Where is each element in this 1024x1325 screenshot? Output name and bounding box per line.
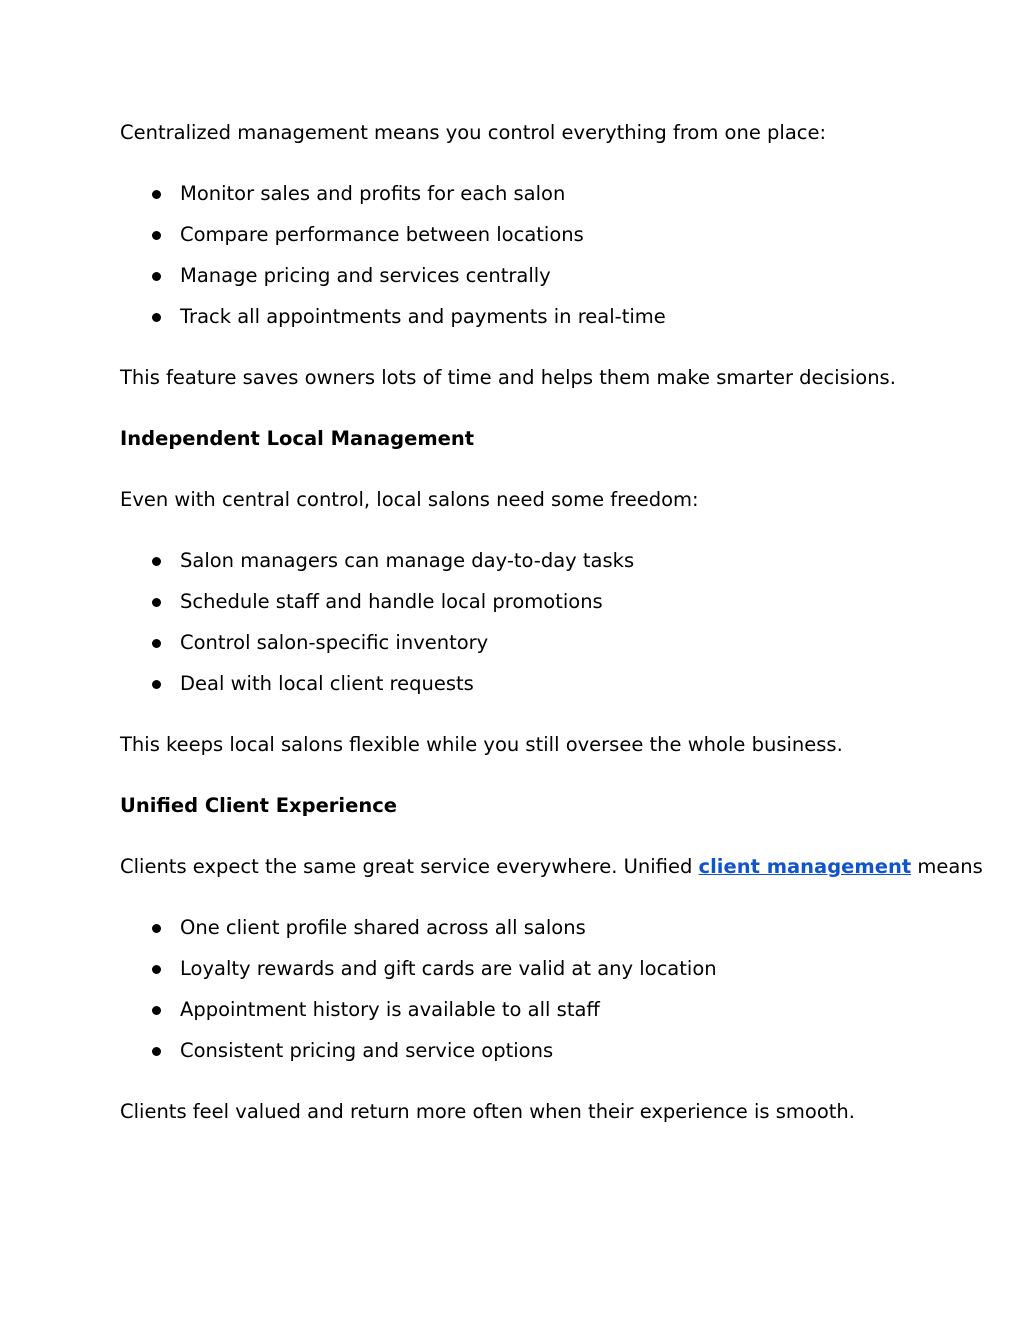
bullet-icon [152, 639, 161, 648]
unified-features-list [120, 913, 920, 1066]
central-features-list [120, 179, 920, 332]
bullet-icon [152, 190, 161, 199]
list-item: Manage pricing and services centrally [120, 261, 920, 291]
list-item: One client profile shared across all salons [120, 913, 920, 943]
local-features-list [120, 546, 920, 699]
local-paragraph: Even with central control, local salons need some freedom: [120, 488, 699, 511]
list-item: Compare performance between locations [120, 220, 920, 250]
local-closing: This keeps local salons flexible while you still oversee the whole business. [120, 733, 843, 756]
local-management-heading: Independent Local Management [120, 427, 475, 450]
list-item: Salon managers can manage day-to-day tasks [120, 546, 920, 576]
list-item: Loyalty rewards and gift cards are valid at any location [120, 954, 920, 984]
unified-closing: Clients feel valued and return more often when their experience is smooth. [120, 1100, 855, 1123]
bullet-icon [152, 557, 161, 566]
list-item: Consistent pricing and service options [120, 1036, 920, 1066]
client-management-link[interactable]: client management [698, 855, 912, 878]
bullet-icon [152, 1047, 161, 1056]
bullet-icon [152, 1006, 161, 1015]
bullet-icon [152, 965, 161, 974]
bullet-icon [152, 231, 161, 240]
list-item: Control salon-specific inventory [120, 628, 920, 658]
bullet-icon [152, 313, 161, 322]
list-item: Monitor sales and profits for each salon [120, 179, 920, 209]
unified-experience-heading: Unified Client Experience [120, 794, 397, 817]
document-content [120, 118, 983, 1158]
intro-closing: This feature saves owners lots of time and helps them make smarter decisions. [120, 366, 896, 389]
list-item: Appointment history is available to all staff [120, 995, 920, 1025]
list-item: Schedule staff and handle local promotions [120, 587, 920, 617]
bullet-icon [152, 680, 161, 689]
unified-paragraph: Clients expect the same great service everywhere. Unified client management means [120, 855, 983, 878]
bullet-icon [152, 598, 161, 607]
list-item: Deal with local client requests [120, 669, 920, 699]
bullet-icon [152, 272, 161, 281]
bullet-icon [152, 924, 161, 933]
intro-paragraph: Centralized management means you control everything from one place: [120, 121, 827, 144]
list-item: Track all appointments and payments in real-time [120, 302, 920, 332]
